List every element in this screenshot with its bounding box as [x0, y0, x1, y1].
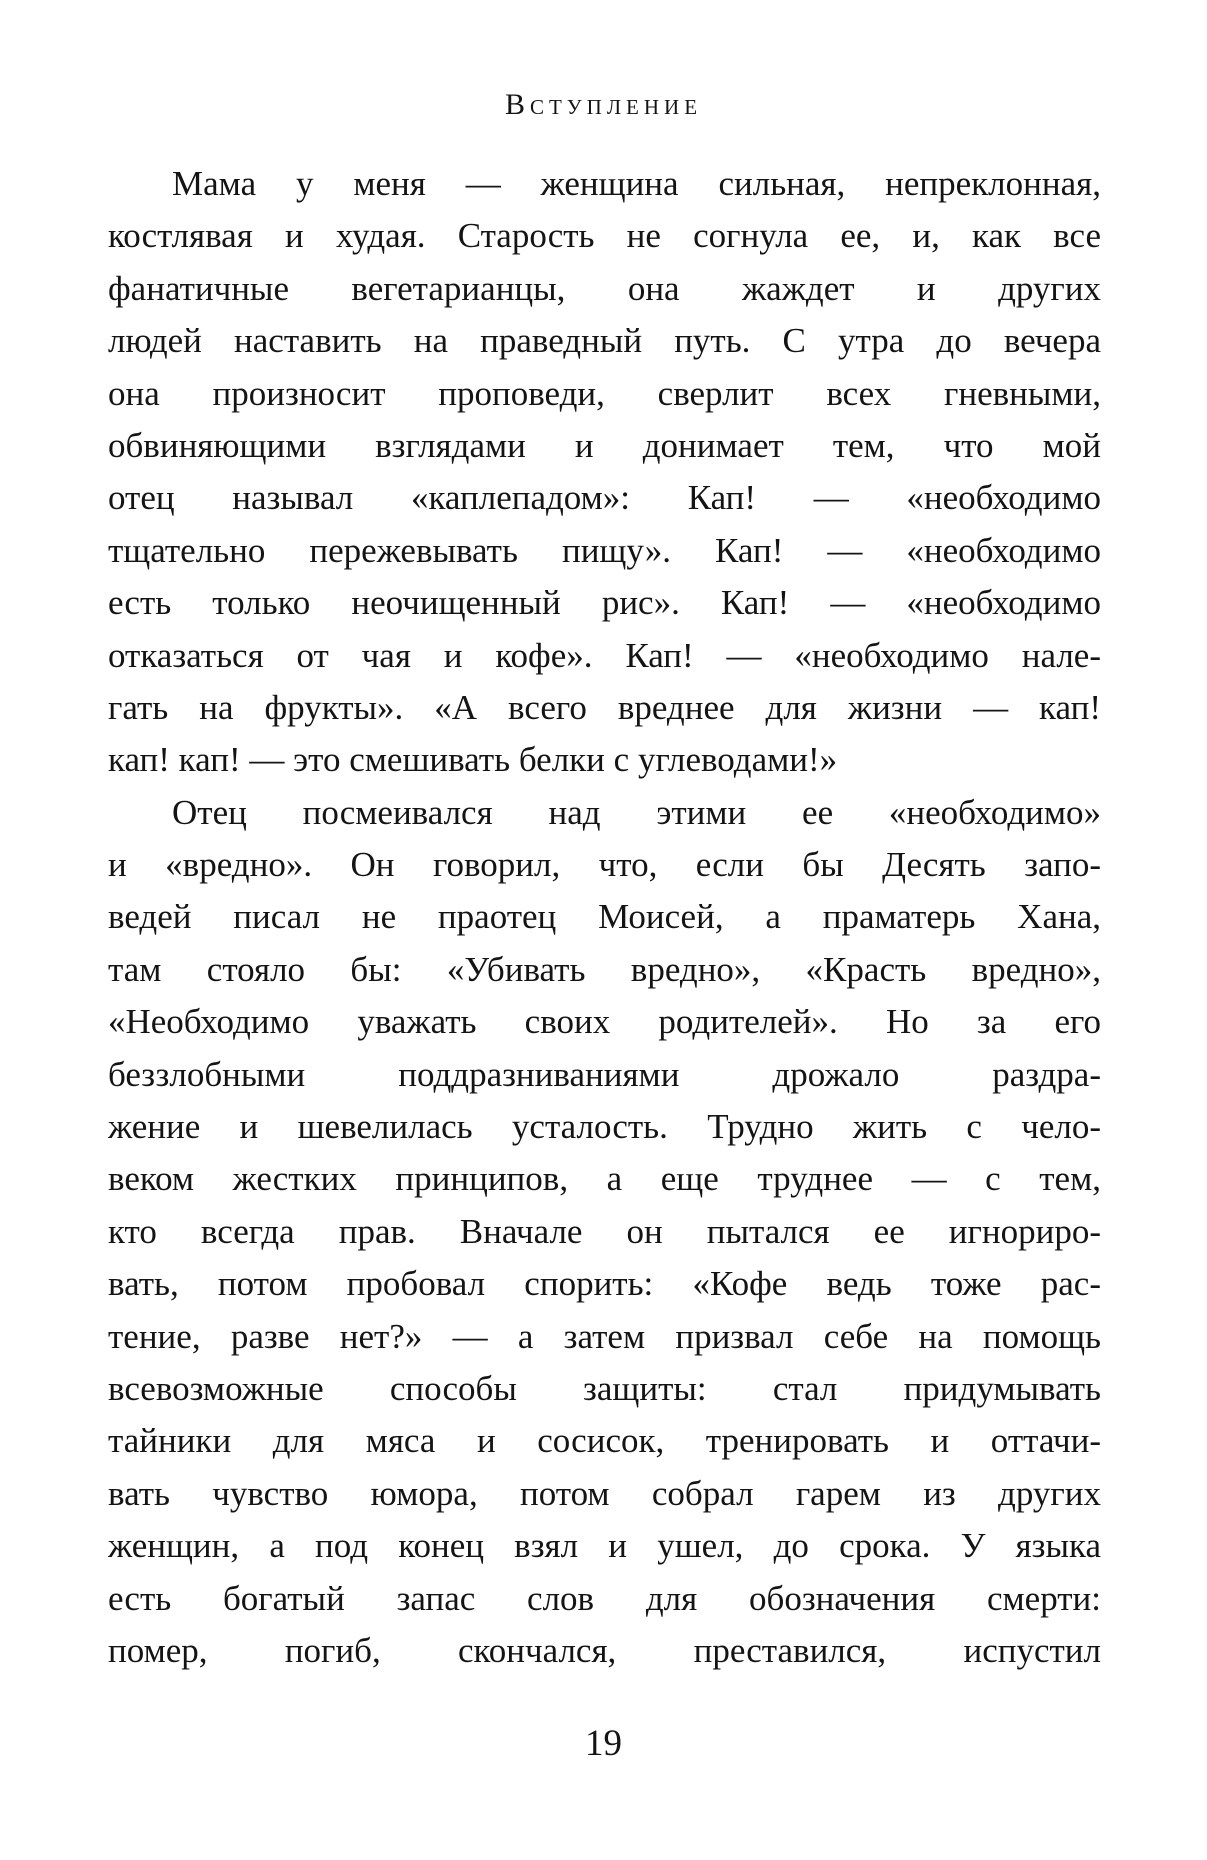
- body-text: [108, 158, 1101, 1677]
- text-line: отец называл «каплепадом»: Кап! — «необходимо: [108, 478, 1101, 518]
- text-line: и «вредно». Он говорил, что, если бы Десять запо-: [108, 845, 1101, 885]
- text-line: Мама у меня — женщина сильная, непреклонная,: [172, 164, 1101, 203]
- text-line: помер, погиб, скончался, преставился, испустил: [108, 1630, 1101, 1670]
- text-line: она произносит проповеди, сверлит всех гневными,: [108, 373, 1101, 413]
- text-line: «Необходимо уважать своих родителей». Но за его: [108, 1002, 1101, 1042]
- text-line: ведей писал не праотец Моисей, а праматерь Хана,: [108, 897, 1101, 937]
- text-line: фанатичные вегетарианцы, она жаждет и других: [108, 268, 1101, 308]
- text-line: всевозможные способы защиты: стал придумывать: [108, 1368, 1101, 1408]
- text-line: Отец посмеивался над этими ее «необходимо»: [172, 792, 1101, 832]
- running-head: Вступление: [504, 88, 703, 121]
- text-line: веком жестких принципов, а еще труднее — с тем,: [108, 1159, 1101, 1199]
- text-line: кто всегда прав. Вначале он пытался ее игнориро-: [108, 1211, 1101, 1251]
- text-line: вать, потом пробовал спорить: «Кофе ведь тоже рас-: [108, 1264, 1101, 1304]
- text-line: костлявая и худая. Старость не согнула ее, и, как все: [108, 216, 1101, 256]
- text-line: отказаться от чая и кофе». Кап! — «необходимо нале-: [108, 635, 1101, 675]
- text-line: тайники для мяса и сосисок, тренировать и оттачи-: [108, 1421, 1101, 1461]
- text-line: гать на фрукты». «А всего вреднее для жизни — кап!: [108, 687, 1101, 727]
- text-line: людей наставить на праведный путь. С утра до вечера: [108, 321, 1101, 361]
- text-line: есть богатый запас слов для обозначения смерти:: [108, 1578, 1101, 1618]
- text-line: обвиняющими взглядами и донимает тем, что мой: [108, 425, 1101, 465]
- page-number: 19: [585, 1723, 622, 1764]
- text-line: там стояло бы: «Убивать вредно», «Красть вредно»,: [108, 949, 1101, 989]
- text-line: женщин, а под конец взял и ушел, до срока. У языка: [108, 1526, 1101, 1566]
- text-line: кап! кап! — это смешивать белки с углеводами!»: [108, 740, 838, 780]
- text-line: тение, разве нет?» — а затем призвал себе на помощь: [108, 1316, 1101, 1356]
- text-line: жение и шевелилась усталость. Трудно жить с чело-: [108, 1107, 1101, 1147]
- text-line: есть только неочищенный рис». Кап! — «необходимо: [108, 583, 1101, 623]
- text-line: беззлобными поддразниваниями дрожало раздра-: [108, 1054, 1101, 1094]
- text-line: тщательно пережевывать пищу». Кап! — «необходимо: [108, 530, 1101, 570]
- text-line: вать чувство юмора, потом собрал гарем из других: [108, 1473, 1101, 1513]
